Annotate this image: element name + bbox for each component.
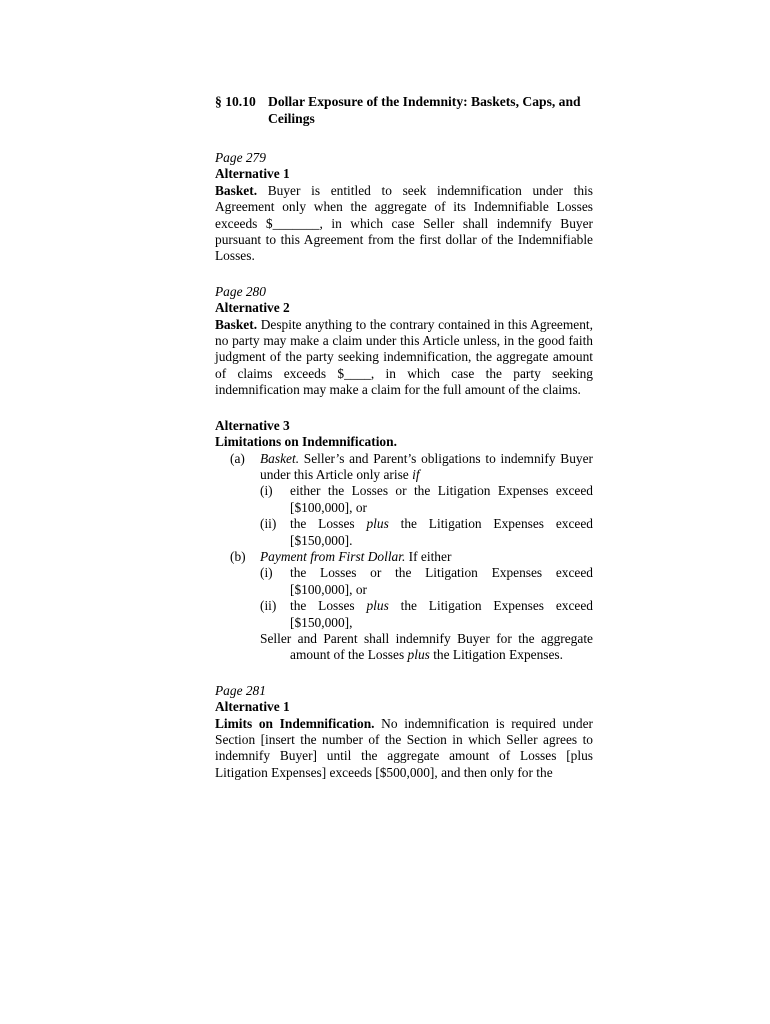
- paragraph-text: Buyer is entitled to seek indemnification under this Agreement only when the aggregate of its Indemnifiable Losses exceeds $_______, in which case Seller shall indemnify Buyer pursuant to this Agreement from the first dollar of the Indemnifiable Losses.: [215, 182, 593, 264]
- paragraph: [215, 716, 593, 782]
- subclause-text: [290, 516, 593, 549]
- subclause-label: (i): [260, 483, 273, 499]
- subclause-text: either the Losses or the Litigation Expenses exceed [$100,000], or: [290, 483, 593, 515]
- subclause-emphasis: plus: [366, 598, 389, 614]
- subclause-b-ii: [260, 598, 593, 631]
- alternative-label: Alternative 1: [215, 699, 290, 715]
- subclause-text: [290, 598, 593, 631]
- subclause-body-end: the Litigation Expenses exceed [$150,000].: [290, 516, 593, 548]
- section-title: Dollar Exposure of the Indemnity: Baskets, Caps, and Ceilings: [268, 94, 581, 126]
- clause-body: Seller’s and Parent’s obligations to indemnify Buyer under this Article only arise: [260, 450, 593, 482]
- clause-lead: Payment from First Dollar.: [260, 548, 406, 564]
- section-number: § 10.10: [215, 94, 256, 109]
- page-reference: Page 281: [215, 682, 266, 698]
- clause-lead: Basket.: [260, 450, 300, 466]
- clause-b-closing: [260, 631, 593, 664]
- paragraph-lead: Basket.: [215, 182, 258, 198]
- alternative-block-281: [215, 683, 593, 781]
- alternative-label: Alternative 2: [215, 300, 290, 316]
- subclause-label: (ii): [260, 516, 277, 532]
- clause-title: Limitations on Indemnification.: [215, 434, 397, 450]
- alternative-label: Alternative 1: [215, 166, 290, 182]
- paragraph: [215, 317, 593, 399]
- paragraph-lead: Basket.: [215, 316, 258, 332]
- paragraph: [215, 183, 593, 265]
- clause-b: [215, 549, 593, 565]
- alternative-block-280: [215, 284, 593, 399]
- page-reference: Page 279: [215, 150, 266, 165]
- paragraph-lead: Limits on Indemnification.: [215, 715, 375, 731]
- page-reference: Page 280: [215, 283, 266, 299]
- subclause-a-i: [260, 483, 593, 516]
- clause-text: [260, 451, 593, 484]
- subclause-body: the Losses: [290, 598, 367, 614]
- subclause-label: (i): [260, 565, 273, 581]
- subclause-a-ii: [260, 516, 593, 549]
- subclause-emphasis: plus: [366, 516, 389, 532]
- clause-label: (a): [230, 450, 245, 466]
- closing-text: Seller and Parent shall indemnify Buyer for the aggregate amount of the Losses: [260, 630, 593, 663]
- alternative-block-279: [215, 150, 593, 265]
- alternative-label: Alternative 3: [215, 417, 290, 433]
- subclause-body-end: the Litigation Expenses exceed [$150,000],: [290, 598, 593, 630]
- clause-emphasis: if: [412, 466, 420, 482]
- closing-text-end: the Litigation Expenses.: [429, 647, 563, 663]
- subclause-body: the Losses: [290, 516, 367, 532]
- section-heading: [215, 93, 593, 127]
- paragraph-text: No indemnification is required under Section [insert the number of the Section in which Seller agrees to indemnify Buyer] until the aggregate amount of Losses [plus Litigation Expenses] exceeds [$500,000], and then only for the: [215, 715, 593, 780]
- clause-body: If either: [405, 548, 452, 564]
- subclause-text: the Losses or the Litigation Expenses exceed [$100,000], or: [290, 565, 593, 597]
- subclause-label: (ii): [260, 598, 277, 614]
- document-page: [215, 93, 593, 781]
- clause-text: [260, 549, 593, 565]
- alternative-block-3: [215, 418, 593, 664]
- paragraph-text: Despite anything to the contrary contained in this Agreement, no party may make a claim under this Article unless, in the good faith judgment of the party seeking indemnification, the aggregate amount of claims exceeds $____, in which case the party seeking indemnification may make a claim for the full amount of the claims.: [215, 316, 593, 398]
- closing-emphasis: plus: [407, 647, 430, 663]
- subclause-b-i: [260, 565, 593, 598]
- clause-a: [215, 451, 593, 484]
- clause-label: (b): [230, 548, 246, 564]
